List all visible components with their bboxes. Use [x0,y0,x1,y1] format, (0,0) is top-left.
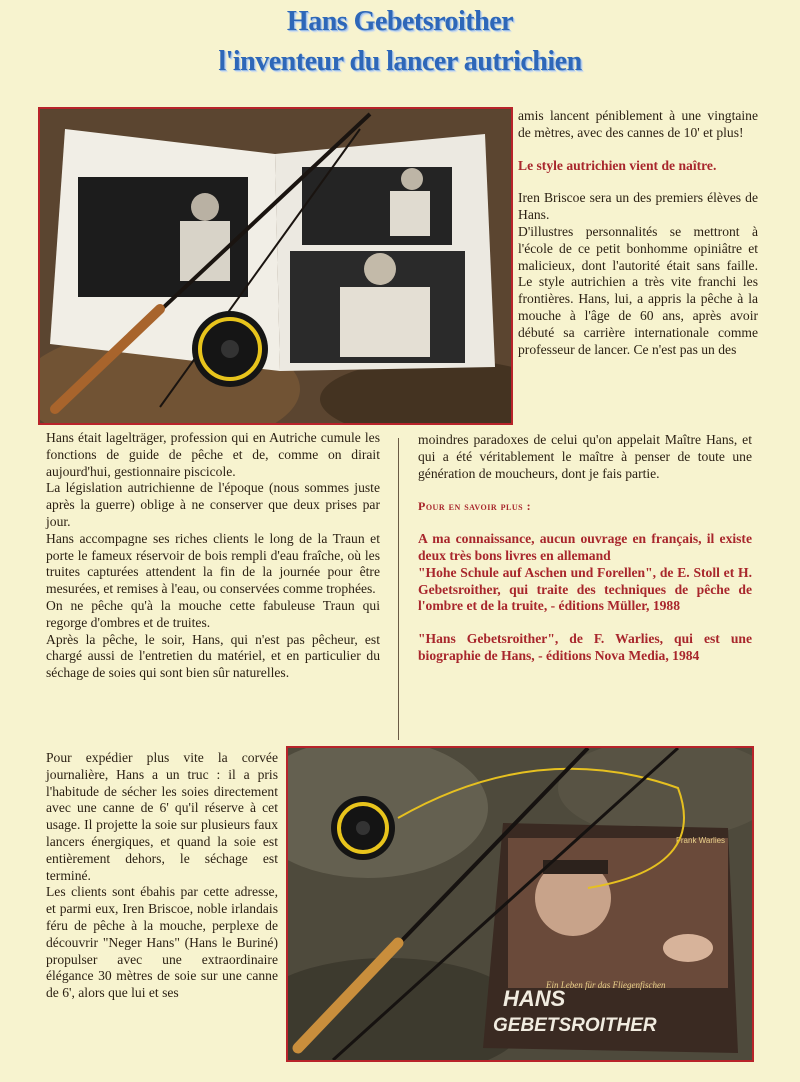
further-reading-heading: Pour en savoir plus : [418,499,532,514]
column-divider [398,438,399,740]
book-cover-author: Frank Warlies [676,836,726,845]
right-column-top [518,108,758,358]
paragraph: Iren Briscoe sera un des premiers élèves de Hans. [518,190,758,223]
paragraph: Hans était lagelträger, profession qui en Autriche cumule les fonctions de guide de pêche et de, comme on dirait aujourd'hui, gestionnaire piscicole. [46,430,380,479]
paragraph: Pour expédier plus vite la corvée journalière, Hans a un truc : il a pris l'habitude de sécher les soies directement avec une canne de 6' qu'il réserve à cet usage. Il projette la soie sur plusieurs faux lancers énergiques, et quand la soie est entièrement dehors, le séchage est terminé. [46,750,278,883]
book-cover-title-line-1: HANS [503,986,566,1011]
book-cover-title-line-2: GEBETSROITHER [493,1015,657,1036]
paragraph: Les clients sont ébahis par cette adresse, et parmi eux, Iren Briscoe, noble irlandais féru de pêche à la mouche, perplexe de découvrir "Neger Hans" (Hans le Buriné) propulser avec une extraordinaire élégance 30 mètres de soie sur une canne de 6', alors que lui et ses [46,884,278,1001]
paragraph: D'illustres personnalités se mettront à l'école de ce petit bonhomme opiniâtre et malicieux, dont l'autorité était sans faille. Le style autrichien a très vite franchi les frontières. Hans, lui, a appris la pêche à la mouche à l'âge de 60 ans, après avoir débuté sa carrière internationale comme professeur de lancer. Ce n'est pas un des [518,223,758,357]
paragraph: moindres paradoxes de celui qu'on appelait Maître Hans, et qui a été véritablement le maître à penser de toute une génération de moucheurs, dont je fais partie. [418,432,752,481]
title-line-1: Hans Gebetsroither [286,6,514,37]
paragraph: Hans accompagne ses riches clients le long de la Traun et porte le fameux réservoir de bois rempli d'eau fraîche, où les truites capturées attendent la fin de la journée pour être mesurées, et remises à l'eau, ou conservées comme trophées. [46,530,380,597]
title-line-2: l'inventeur du lancer autrichien [218,46,582,77]
paragraph: Après la pêche, le soir, Hans, qui n'est pas pêcheur, est chargé aussi de l'entretien du matériel, et en particulier du séchage de soies qui sont bien sûr naturelles. [46,631,380,681]
left-column-bottom [46,750,278,1002]
paragraph: On ne pêche qu'à la mouche cette fabuleuse Traun qui regorge d'ombres et de truites. [46,597,380,630]
bibliography-item: "Hans Gebetsroither", de F. Warlies, qui est une biographie de Hans, - éditions Nova Media, 1984 [418,631,752,663]
bibliography-intro: A ma connaissance, aucun ouvrage en français, il existe deux très bons livres en allemand [418,531,752,563]
paragraph: amis lancent péniblement à une vingtaine de mètres, avec des cannes de 10' et plus! [518,108,758,140]
photo-open-book [38,107,513,425]
bibliography-item: "Hohe Schule auf Aschen und Forellen", de E. Stoll et H. Gebetsroither, qui traite des techniques de pêche de l'ombre et de la truite, - éditions Müller, 1988 [418,564,752,614]
photo-book-cover-illustration [288,748,752,1060]
left-column-middle [46,430,380,682]
section-heading: Le style autrichien vient de naître. [518,157,717,173]
right-column-middle [418,432,752,665]
photo-book-cover [286,746,754,1062]
photo-open-book-illustration [40,109,511,423]
book-cover-subtitle: Ein Leben für das Fliegenfischen [546,980,666,990]
paragraph: La législation autrichienne de l'époque (nous sommes juste après la guerre) oblige à ne conserver que deux prises par jour. [46,480,380,529]
